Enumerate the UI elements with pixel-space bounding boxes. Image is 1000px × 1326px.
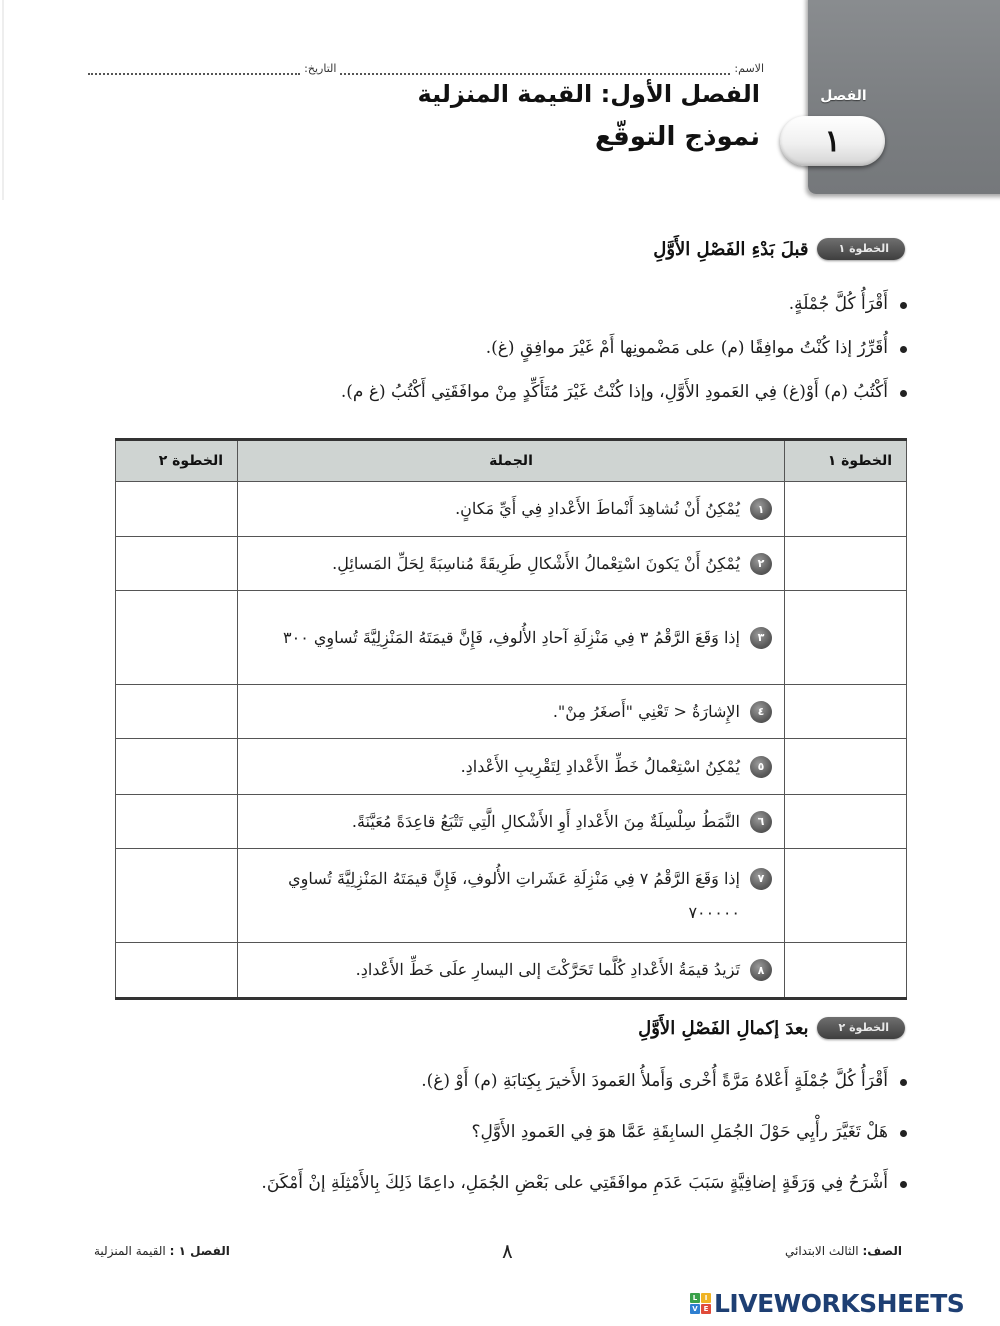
footer-grade (785, 1244, 902, 1258)
sentence-text: إذا وَقَعَ الرَّقْمُ ٧ فِي مَنْزِلَةِ عَشَراتِ الأُلوفِ، فَإِنَّ قيمَتَهُ المَنْزِلِيَّةَ تُساوِي ٧٠٠٠٠٠ (288, 868, 740, 922)
step2-title: بعدَ إكمالِ الفَصْلِ الأَوَّلِ (638, 1017, 809, 1039)
table-row (116, 849, 907, 943)
grid-letter: V (690, 1304, 700, 1314)
chapter-footer-value: القيمة المنزلية (94, 1244, 166, 1258)
step1-answer-input[interactable] (785, 950, 906, 990)
table-header-row (116, 440, 907, 482)
sentence-text: تَزيدُ قيمَةُ الأَعْدادِ كُلَّما تَحَرَّكْتَ إلى اليسارِ علَى خَطِّ الأَعْدادِ. (355, 960, 740, 979)
step2-answer-input[interactable] (116, 544, 237, 584)
number-badge: ٣ (750, 627, 772, 649)
step2-heading (638, 1017, 905, 1039)
page-subtitle: نموذج التوقّع (594, 122, 760, 152)
grade-label: الصف: (862, 1244, 902, 1258)
date-label: التاريخ: (304, 62, 337, 75)
sentence-cell (238, 795, 785, 849)
sentence-text: يُمْكِنُ أَنْ يَكونَ اسْتِعْمالُ الأَشْكالِ طَرِيقَةً مُناسِبَةً لِحَلِّ المَسائِلِ. (332, 553, 740, 573)
name-field[interactable] (340, 65, 730, 75)
step2-answer-input[interactable] (116, 747, 237, 787)
table-row (116, 591, 907, 685)
step1-badge: الخطوة ١ (817, 238, 905, 260)
step2-answer-cell[interactable] (116, 482, 238, 537)
footer-chapter (94, 1244, 230, 1258)
grid-letter: I (701, 1293, 711, 1303)
step2-answer-cell[interactable] (116, 795, 238, 849)
date-field[interactable] (88, 65, 300, 75)
sentence-text: الإِشارَةُ < تَعْنِي "أَصغَرُ مِنْ". (552, 701, 740, 721)
sentence-cell (238, 591, 785, 685)
page-title: الفصل الأول: القيمة المنزلية (417, 80, 760, 108)
step2-answer-cell[interactable] (116, 849, 238, 943)
step2-answer-cell[interactable] (116, 591, 238, 685)
table-row (116, 943, 907, 999)
header-step1: الخطوة ١ (785, 440, 907, 482)
number-badge: ١ (750, 498, 772, 520)
table-row (116, 739, 907, 795)
name-label: الاسم: (734, 62, 764, 75)
anticipation-table (115, 438, 907, 1000)
number-badge: ٧ (750, 868, 772, 890)
instruction-item: هَلْ تَغَيَّرَ رأْيِي حَوْلَ الجُمَلِ السابِقَةِ عَمَّا هوَ فِي العَمودِ الأَوَّلِ؟ (261, 1121, 910, 1143)
step2-answer-input[interactable] (116, 876, 237, 916)
step2-answer-input[interactable] (116, 489, 237, 529)
grade-value: الثالث الابتدائي (784, 1244, 859, 1258)
step1-answer-cell[interactable] (785, 849, 907, 943)
table-row (116, 685, 907, 739)
liveworksheets-logo (690, 1289, 964, 1318)
step2-answer-input[interactable] (116, 692, 237, 732)
number-badge: ٥ (750, 756, 772, 778)
step1-answer-input[interactable] (785, 544, 906, 584)
step2-answer-cell[interactable] (116, 943, 238, 999)
step2-answer-input[interactable] (116, 802, 237, 842)
grid-letter: E (701, 1304, 711, 1314)
number-badge: ٦ (750, 811, 772, 833)
instruction-item: أَقْرَأُ كُلَّ جُمْلَةٍ. (341, 293, 910, 315)
step1-answer-cell[interactable] (785, 591, 907, 685)
step1-answer-input[interactable] (785, 489, 906, 529)
chapter-footer-label: الفصل ١ : (169, 1244, 230, 1258)
sentence-cell (238, 943, 785, 999)
page-footer (94, 1240, 902, 1262)
number-badge: ٢ (750, 553, 772, 575)
step1-heading (653, 238, 905, 260)
sentence-cell (238, 537, 785, 591)
instruction-item: أَشْرَحُ فِي وَرَقَةٍ إضافِيَّةٍ سَبَبَ عَدَمِ موافَقَتِي على بَعْضِ الجُمَلِ، داعِمًا ذَلِكَ بِالأَمْثِلَةِ إنْ أَمْكَنَ. (261, 1172, 910, 1194)
sentence-cell (238, 849, 785, 943)
step1-answer-input[interactable] (785, 692, 906, 732)
instruction-item: أَكْتُبُ (م) أَوْ(غ) فِي العَمودِ الأَوَّلِ، وإذا كُنْتُ غَيْرَ مُتَأَكِّدٍ مِنْ موافَقَتِي أَكْتُبُ (غ م). (341, 381, 910, 403)
grid-letter: L (690, 1293, 700, 1303)
sentence-text: إذا وَقَعَ الرَّقْمُ ٣ فِي مَنْزِلَةِ آحادِ الأُلوفِ، فَإِنَّ قيمَتَهُ المَنْزِلِيَّةَ تُساوِي ٣٠٠ (283, 627, 740, 647)
header-sentence: الجملة (238, 440, 785, 482)
instruction-item: أُقَرِّرُ إذا كُنْتُ موافِقًا (م) على مَضْمونِها أَمْ غَيْرَ موافِقٍ (غ). (341, 337, 910, 359)
instruction-item: أَقْرَأُ كُلَّ جُمْلَةٍ أَعْلاهُ مَرَّةً أُخْرى وَأَملأُ العَمودَ الأَخيرَ بِكِتابَةِ (م) أَوْ (غ). (261, 1070, 910, 1092)
name-date-line (84, 55, 764, 75)
step2-answer-cell[interactable] (116, 537, 238, 591)
chapter-number: ١ (824, 123, 841, 159)
step2-answer-cell[interactable] (116, 739, 238, 795)
page-edge (2, 0, 4, 200)
step2-answer-input[interactable] (116, 950, 237, 990)
step1-answer-cell[interactable] (785, 537, 907, 591)
step1-answer-cell[interactable] (785, 795, 907, 849)
sentence-text: النَّمَطُ سِلْسِلَةٌ مِنَ الأَعْدادِ أَوِ الأَشْكالِ الَّتِي تَتْبَعُ قاعِدَةً مُعَيَّنَةً. (351, 811, 740, 831)
step1-answer-cell[interactable] (785, 739, 907, 795)
step1-answer-input[interactable] (785, 618, 906, 658)
step1-answer-cell[interactable] (785, 482, 907, 537)
sentence-cell (238, 685, 785, 739)
chapter-number-badge (780, 116, 885, 166)
step1-instructions (341, 293, 910, 403)
table-row (116, 537, 907, 591)
table-row (116, 482, 907, 537)
step2-answer-cell[interactable] (116, 685, 238, 739)
page-number: ٨ (502, 1239, 513, 1263)
step2-instructions (261, 1070, 910, 1194)
step1-answer-input[interactable] (785, 876, 906, 916)
number-badge: ٨ (750, 959, 772, 981)
step1-answer-cell[interactable] (785, 943, 907, 999)
live-grid-icon (690, 1293, 711, 1314)
sentence-cell (238, 482, 785, 537)
step1-title: قبلَ بَدْءِ الفَصْلِ الأَوَّلِ (653, 238, 809, 260)
logo-text: LIVEWORKSHEETS (714, 1289, 965, 1318)
step1-answer-input[interactable] (785, 747, 906, 787)
step1-answer-input[interactable] (785, 802, 906, 842)
step2-answer-input[interactable] (116, 618, 237, 658)
sentence-text: يُمْكِنُ اسْتِعْمالُ خَطِّ الأَعْدادِ لِتَقْرِيبِ الأَعْدادِ. (460, 756, 740, 776)
number-badge: ٤ (750, 701, 772, 723)
header-step2: الخطوة ٢ (116, 440, 238, 482)
chapter-label: الفصل (820, 88, 867, 104)
sentence-text: يُمْكِنُ أَنْ نُشاهِدَ أَنْماطَ الأَعْدادِ فِي أَيِّ مَكانٍ. (455, 499, 740, 518)
sentence-cell (238, 739, 785, 795)
step2-badge: الخطوة ٢ (817, 1017, 905, 1039)
step1-answer-cell[interactable] (785, 685, 907, 739)
table-row (116, 795, 907, 849)
